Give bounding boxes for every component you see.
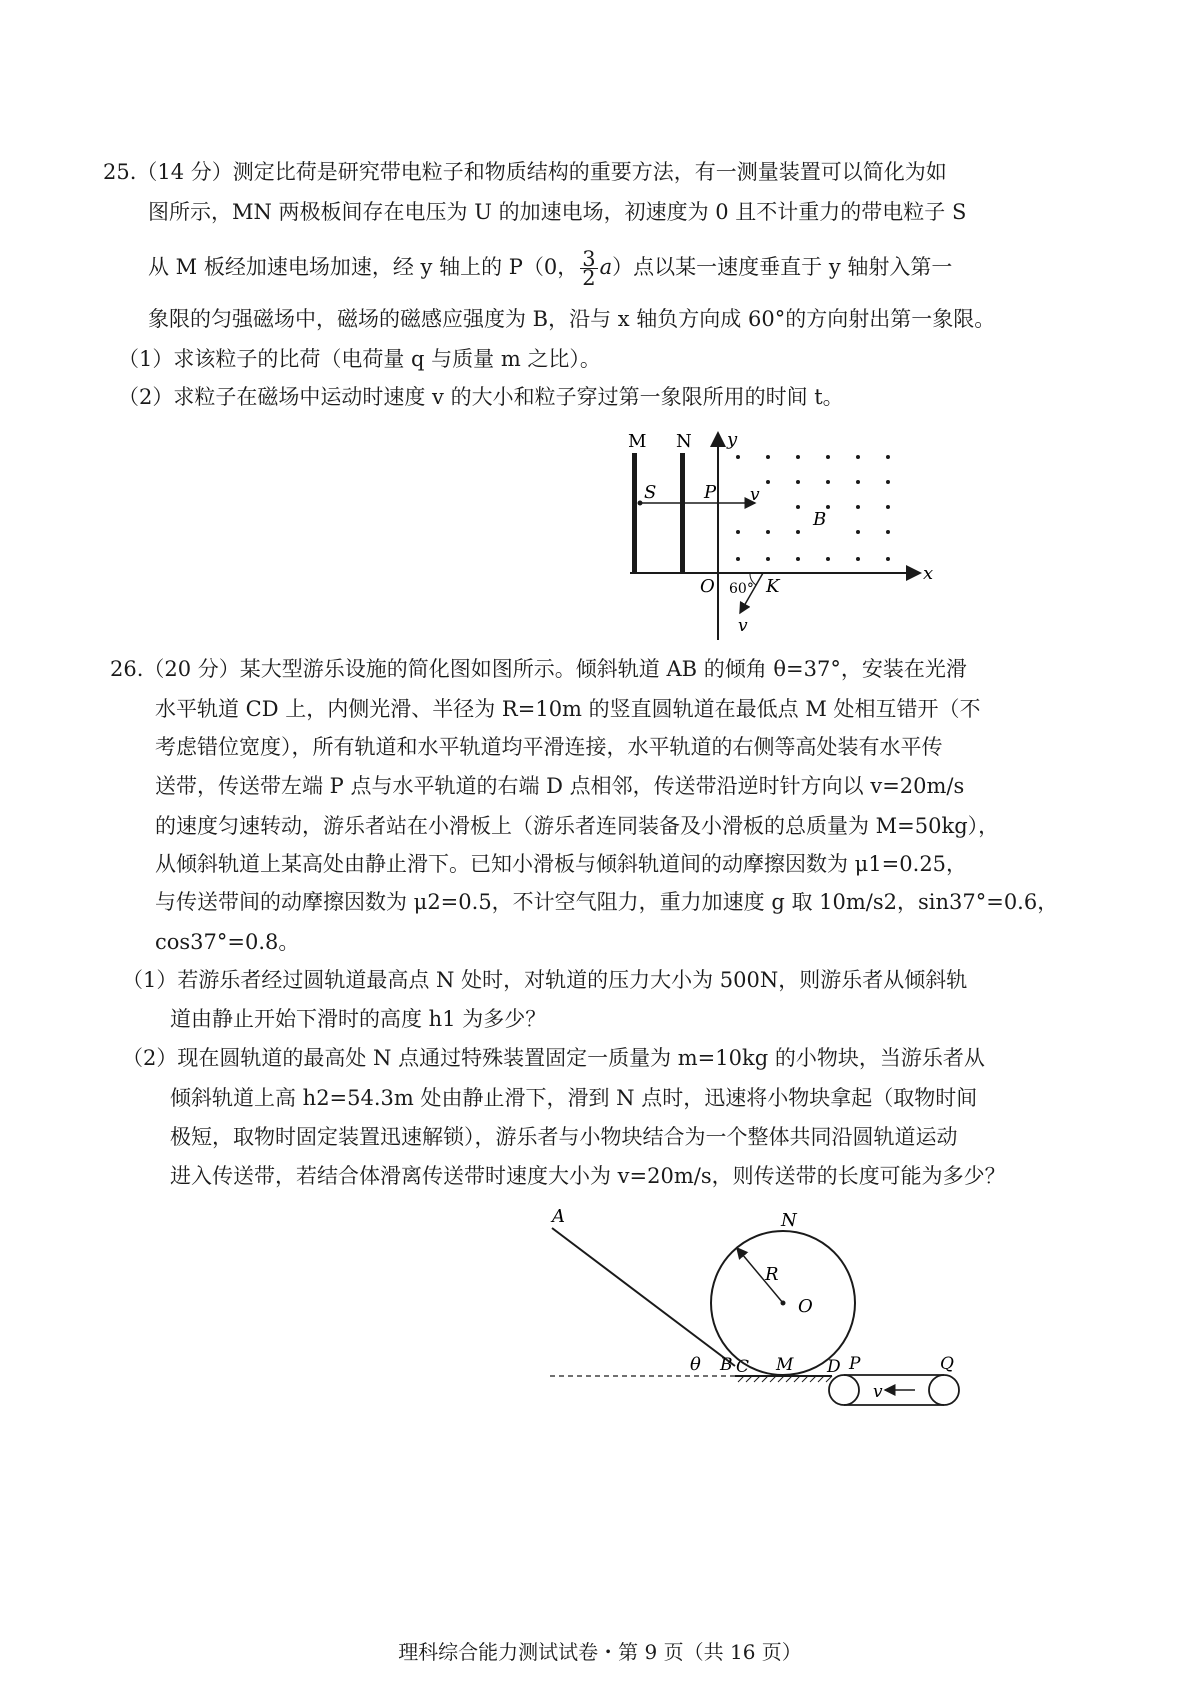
label-o: O — [700, 576, 715, 597]
left-pulley — [829, 1375, 859, 1405]
label-angle: 60° — [729, 581, 754, 597]
q26-sub-2c: 极短，取物时固定装置迅速解锁），游乐者与小物块结合为一个整体共同沿圆轨道运动 — [170, 1125, 958, 1149]
label-n: N — [781, 1210, 797, 1231]
label-b: B — [813, 509, 827, 530]
label-p: P — [849, 1354, 861, 1374]
label-k: K — [766, 576, 780, 597]
label-r: R — [765, 1264, 779, 1285]
q26-line-7: 与传送带间的动摩擦因数为 μ2=0.5，不计空气阻力，重力加速度 g 取 10m/s2，sin37°=0.6， — [155, 890, 1059, 914]
fraction-numerator: 3 — [582, 247, 596, 271]
label-y: y — [727, 429, 738, 450]
label-m: M — [776, 1355, 794, 1375]
label-v2: v — [738, 616, 748, 636]
q25-line-3a: 从 M 板经加速电场加速，经 y 轴上的 P（0， — [148, 255, 579, 279]
q26-sub-2b: 倾斜轨道上高 h2=54.3m 处由静止滑下，滑到 N 点时，迅速将小物块拿起（取物时间 — [170, 1086, 978, 1110]
q25-sub-2: （2）求粒子在磁场中运动时速度 v 的大小和粒子穿过第一象限所用的时间 t。 — [118, 385, 844, 409]
label-c: C — [736, 1357, 750, 1377]
label-m: M — [628, 431, 647, 452]
label-d: D — [827, 1357, 841, 1377]
q25-figure — [600, 425, 960, 645]
q26-line-1: 26.（20 分）某大型游乐设施的简化图如图所示。倾斜轨道 AB 的倾角 θ=37°，安装在光滑 — [110, 657, 967, 681]
q26-line-2: 水平轨道 CD 上，内侧光滑、半径为 R=10m 的竖直圆轨道在最低点 M 处相互错开（不 — [155, 697, 981, 721]
label-q: Q — [940, 1354, 954, 1374]
label-n: N — [676, 431, 692, 452]
q26-sub-1b: 道由静止开始下滑时的高度 h1 为多少？ — [170, 1007, 547, 1031]
incline-ab — [552, 1228, 735, 1366]
magnetic-field-dots — [736, 455, 890, 561]
q25-line-3 — [148, 247, 953, 290]
q26-line-5: 的速度匀速转动，游乐者站在小滑板上（游乐者连同装备及小滑板的总质量为 M=50kg）， — [155, 814, 1000, 838]
q26-line-8: cos37°=0.8。 — [155, 930, 300, 954]
fraction-3-2 — [580, 247, 597, 290]
q26-line-6: 从倾斜轨道上某高处由静止滑下。已知小滑板与倾斜轨道间的动摩擦因数为 μ1=0.25， — [155, 852, 968, 876]
plate-m — [632, 453, 637, 573]
plate-n — [680, 453, 685, 573]
fraction-variable: a — [599, 255, 613, 279]
label-belt-v: v — [873, 1382, 883, 1402]
fraction-denominator: 2 — [582, 266, 596, 290]
label-p: P — [704, 482, 717, 503]
label-theta: θ — [690, 1354, 701, 1375]
q26-line-4: 送带，传送带左端 P 点与水平轨道的右端 D 点相邻，传送带沿逆时针方向以 v=20m/s — [155, 774, 965, 798]
q25-line-4: 象限的匀强磁场中，磁场的磁感应强度为 B，沿与 x 轴负方向成 60°的方向射出第一象限。 — [148, 307, 996, 331]
q25-line-2: 图所示，MN 两极板间存在电压为 U 的加速电场，初速度为 0 且不计重力的带电粒子 S — [148, 200, 967, 224]
label-o: O — [798, 1296, 813, 1317]
label-a: A — [552, 1206, 565, 1227]
label-b: B — [720, 1355, 733, 1375]
q26-sub-1a: （1）若游乐者经过圆轨道最高点 N 处时，对轨道的压力大小为 500N，则游乐者从倾斜轨 — [122, 968, 968, 992]
q26-figure — [540, 1200, 980, 1430]
label-s: S — [644, 482, 657, 503]
label-v: v — [750, 485, 760, 505]
q26-line-3: 考虑错位宽度），所有轨道和水平轨道均平滑连接，水平轨道的右侧等高处装有水平传 — [155, 735, 943, 759]
q25-line-3b: ）点以某一速度垂直于 y 轴射入第一 — [612, 255, 953, 279]
q25-line-1: 25.（14 分）测定比荷是研究带电粒子和物质结构的重要方法，有一测量装置可以简化为如 — [103, 160, 947, 184]
label-x: x — [923, 563, 934, 584]
q26-sub-2d: 进入传送带，若结合体滑离传送带时速度大小为 v=20m/s，则传送带的长度可能为多少？ — [170, 1164, 1006, 1188]
right-pulley — [929, 1375, 959, 1405]
q26-sub-2a: （2）现在圆轨道的最高处 N 点通过特殊装置固定一质量为 m=10kg 的小物块，当游乐者从 — [122, 1046, 985, 1070]
q25-sub-1: （1）求该粒子的比荷（电荷量 q 与质量 m 之比）。 — [118, 347, 601, 371]
page-footer: 理科综合能力测试试卷・第 9 页（共 16 页） — [398, 1640, 802, 1664]
